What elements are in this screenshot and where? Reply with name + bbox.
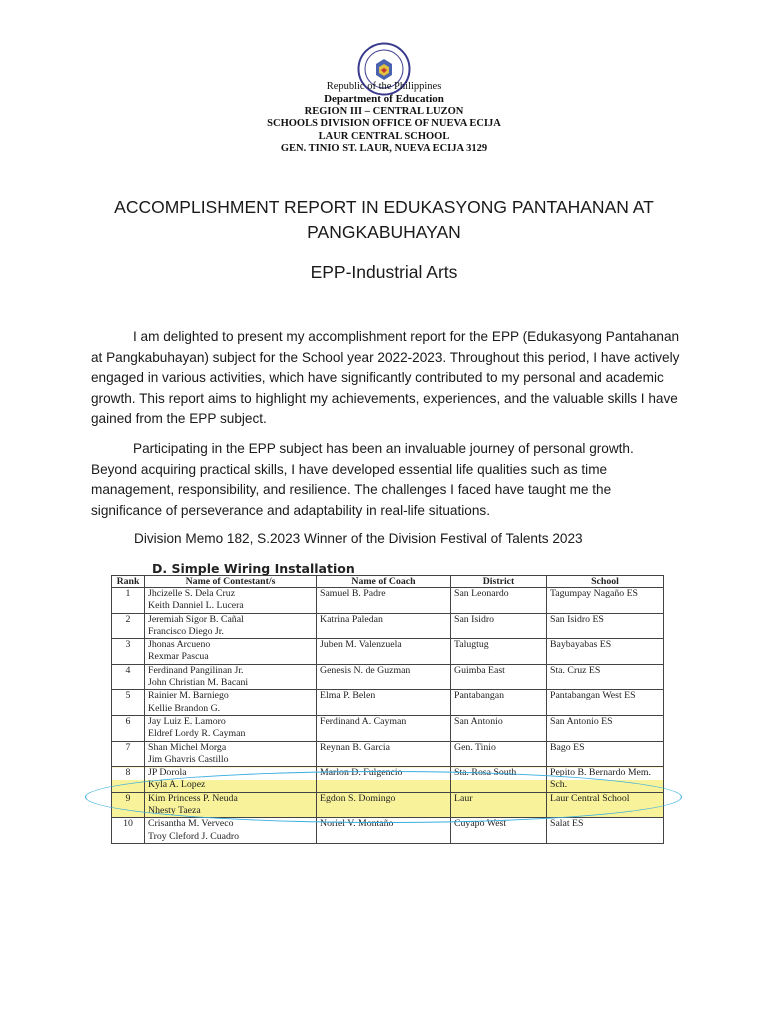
school-cell: Bago ES	[547, 741, 664, 767]
district-cell: Pantabangan	[451, 690, 547, 716]
coach-cell: Katrina Paledan	[317, 613, 451, 639]
district-cell: San Leonardo	[451, 588, 547, 614]
paragraph-intro: I am delighted to present my accomplishment report for the EPP (Edukasyong Pantahanan at Pangkabuhayan) subject for the School year 2022-2023. Throughout this period, I have actively engaged in various activities, which have significantly contributed to my personal and academic growth. This report aims to highlight my achievements, experiences, and the valuable skills I have gained from the EPP subject.	[91, 329, 680, 427]
district-cell: Cuyapo West	[451, 818, 547, 844]
rank-cell: 2	[112, 613, 145, 639]
table-title: D. Simple Wiring Installation	[152, 561, 355, 576]
district-cell: Talugtug	[451, 639, 547, 665]
school-cell: San Antonio ES	[547, 715, 664, 741]
district-cell: Guimba East	[451, 664, 547, 690]
coach-cell: Noriel V. Montaño	[317, 818, 451, 844]
coach-cell: Samuel B. Padre	[317, 588, 451, 614]
contestants-cell	[145, 664, 317, 690]
contestant-name: Eldref Lordy R. Cayman	[148, 728, 246, 740]
rank-cell: 6	[112, 715, 145, 741]
table-row	[112, 613, 664, 639]
coach-cell: Egdon S. Domingo	[317, 792, 451, 818]
school-cell: Salat ES	[547, 818, 664, 844]
school-cell: Laur Central School	[547, 792, 664, 818]
contestant-name: Rainier M. Barniego	[148, 690, 229, 702]
rank-cell: 1	[112, 588, 145, 614]
school-cell: Sta. Cruz ES	[547, 664, 664, 690]
contestants-cell	[145, 690, 317, 716]
contestant-name: Jhonas Arcueno	[148, 639, 211, 651]
coach-cell: Ferdinand A. Cayman	[317, 715, 451, 741]
letterhead-address: GEN. TINIO ST. LAUR, NUEVA ECIJA 3129	[280, 143, 488, 155]
contestant-name: Kellie Brandon G.	[148, 702, 221, 714]
letterhead-department: Department of Education	[324, 93, 444, 106]
rank-cell: 4	[112, 664, 145, 690]
contestant-name: Jim Ghavris Castillo	[148, 753, 229, 765]
contestant-name: Keith Danniel L. Lucera	[148, 600, 244, 612]
table-row	[112, 690, 664, 716]
coach-cell: Reynan B. Garcia	[317, 741, 451, 767]
report-subtitle: EPP-Industrial Arts	[310, 262, 458, 282]
contestants-cell	[145, 588, 317, 614]
header-school: School	[547, 576, 664, 588]
table-row	[112, 639, 664, 665]
division-memo: Division Memo 182, S.2023 Winner of the Division Festival of Talents 2023	[134, 531, 583, 546]
letterhead-division: SCHOOLS DIVISION OFFICE OF NUEVA ECIJA	[267, 118, 501, 130]
rank-cell: 10	[112, 818, 145, 844]
coach-cell: Genesis N. de Guzman	[317, 664, 451, 690]
contestant-name: Francisco Diego Jr.	[148, 625, 224, 637]
table-row	[112, 715, 664, 741]
report-title: ACCOMPLISHMENT REPORT IN EDUKASYONG PANTAHANAN AT PANGKABUHAYAN	[114, 197, 654, 242]
rank-cell: 9	[112, 792, 145, 818]
header-district: District	[451, 576, 547, 588]
district-cell: Sta. Rosa South	[451, 767, 547, 793]
letterhead	[0, 81, 768, 155]
district-cell: Laur	[451, 792, 547, 818]
header-contestants: Name of Contestant/s	[145, 576, 317, 588]
highlight-circle	[85, 771, 682, 823]
rank-cell: 7	[112, 741, 145, 767]
school-cell: Pantabangan West ES	[547, 690, 664, 716]
school-cell: Tagumpay Nagaño ES	[547, 588, 664, 614]
paragraph-growth: Participating in the EPP subject has been an invaluable journey of personal growth. Beyond acquiring practical skills, I have developed essential life qualities such as time management, responsibility, and resilience. The challenges I faced have taught me the significance of perseverance and adaptability in real-life situations.	[91, 441, 634, 518]
table-header-row	[112, 576, 664, 588]
contestant-name: Jeremiah Sigor B. Cañal	[148, 613, 244, 625]
contestants-cell	[145, 741, 317, 767]
header-rank: Rank	[112, 576, 145, 588]
letterhead-region: REGION III – CENTRAL LUZON	[304, 105, 464, 117]
letterhead-school: LAUR CENTRAL SCHOOL	[318, 130, 450, 142]
district-cell: San Isidro	[451, 613, 547, 639]
table-row	[112, 664, 664, 690]
rank-cell: 5	[112, 690, 145, 716]
contestants-cell	[145, 715, 317, 741]
district-cell: Gen. Tinio	[451, 741, 547, 767]
school-cell: Pepito B. Bernardo Mem. Sch.	[547, 767, 664, 793]
contestants-cell	[145, 613, 317, 639]
contestant-name: Crisantha M. Verveco	[148, 818, 234, 830]
contestant-name: Troy Cleford J. Cuadro	[148, 830, 240, 842]
coach-cell: Juben M. Valenzuela	[317, 639, 451, 665]
contestant-name: Jay Luiz E. Lamoro	[148, 715, 226, 727]
contestant-name: John Christian M. Bacani	[148, 677, 249, 689]
table-row	[112, 741, 664, 767]
contestant-name: Kim Princess P. Neuda	[148, 792, 238, 804]
coach-cell: Marlon D. Fulgencio	[317, 767, 451, 793]
contestant-name: Kyla A. Lopez	[148, 779, 206, 791]
contestant-name: Rexmar Pascua	[148, 651, 209, 663]
header-coach: Name of Coach	[317, 576, 451, 588]
rank-cell: 8	[112, 767, 145, 793]
rank-cell: 3	[112, 639, 145, 665]
school-cell: San Isidro ES	[547, 613, 664, 639]
contestant-name: Jhcizelle S. Dela Cruz	[148, 588, 236, 599]
contestant-name: Nhesty Taeza	[148, 805, 201, 817]
coach-cell: Elma P. Belen	[317, 690, 451, 716]
school-cell: Baybayabas ES	[547, 639, 664, 665]
contestant-name: JP Dorola	[148, 767, 187, 779]
district-cell: San Antonio	[451, 715, 547, 741]
table-row	[112, 588, 664, 614]
contestant-name: Ferdinand Pangilinan Jr.	[148, 664, 244, 676]
letterhead-republic: Republic of the Philippines	[326, 81, 442, 92]
contestant-name: Shan Michel Morga	[148, 741, 227, 753]
contestants-cell	[145, 639, 317, 665]
